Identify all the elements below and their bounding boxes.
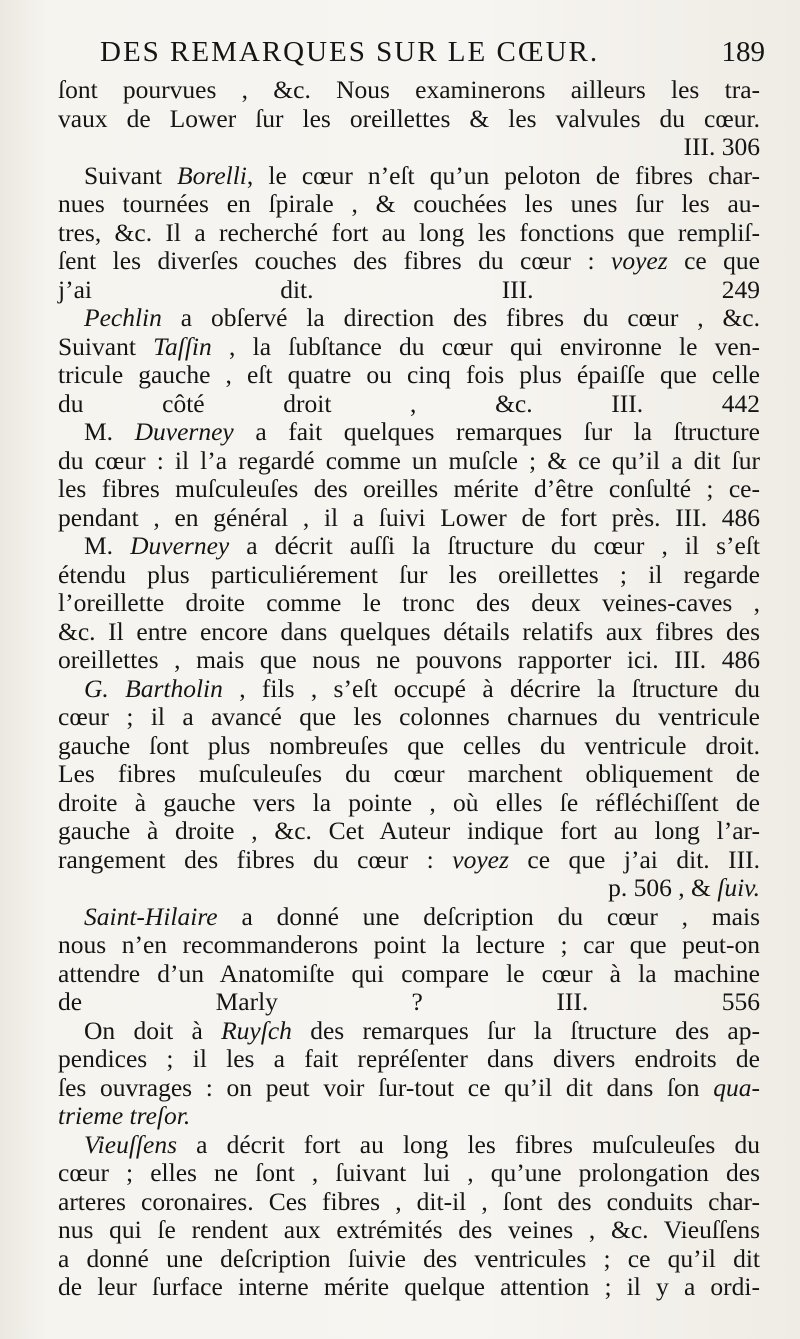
text-line: de leur ſurface interne mérite quelque attention ; il y a ordi- [58,1272,760,1301]
text-line: On doit à Ruyſch des remarques ſur la ſtructure des ap- [84,1015,760,1045]
text-line: &c. Il entre encore dans quelques détails relatifs aux fibres des [58,616,760,646]
text-line: rangement des fibres du cœur : voyez ce que j’ai dit. III. [58,844,761,874]
text-line: Pechlin a obſervé la direction des fibres du cœur , &c. [84,303,760,332]
text-line: Les fibres muſculeuſes du cœur marchent obliquement de [58,759,760,788]
text-line: ſent les diverſes couches des fibres du cœur : voyez ce que [58,246,760,275]
text-line: p. 506 , & ſuiv. [608,873,760,902]
text-line: les fibres muſculeuſes des oreilles mérite d’être conſulté ; ce- [58,474,760,503]
page-number: 189 [721,36,765,68]
text-line: tricule gauche , eſt quatre ou cinq fois plus épaiſſe que celle [58,360,760,389]
text-line: nous n’en recommanderons point la lecture ; car que peut-on [58,930,760,959]
text-line: pendices ; il les a fait repréſenter dans divers endroits de [58,1044,760,1073]
text-line: Suivant Taſſin , la ſubſtance du cœur qui environne le ven- [58,331,760,361]
text-line: du cœur : il l’a regardé comme un muſcle ; & ce qu’il a dit ſur [58,445,760,475]
text-line: pendant , en général , il a ſuivi Lower de fort près. III. 486 [58,502,760,532]
text-line: j’ai dit. III. 249 [58,274,760,304]
text-line: l’oreillette droite comme le tronc des deux veines-caves , [58,588,760,617]
text-line: gauche ſont plus nombreuſes que celles du ventricule droit. [58,730,760,760]
text-line: cœur ; elles ne ſont , ſuivant lui , qu’une prolongation des [58,1158,760,1187]
text-line: du côté droit , &c. III. 442 [58,388,760,418]
text-line: cœur ; il a avancé que les colonnes charnues du ventricule [58,702,760,731]
running-title: DES REMARQUES SUR LE CŒUR. [100,36,600,68]
text-line: arteres coronaires. Ces fibres , dit-il , ſont des conduits char- [58,1186,760,1216]
text-line: de Marly ? III. 556 [58,987,760,1016]
text-line: ſes ouvrages : on peut voir ſur-tout ce qu’il dit dans ſon qua- [58,1072,760,1102]
text-line: Saint-Hilaire a donné une deſcription du cœur , mais [84,901,760,931]
text-line: gauche à droite , &c. Cet Auteur indique fort au long l’ar- [58,816,760,845]
text-line: G. Bartholin , fils , s’eſt occupé à décrire la ſtructure du [84,673,761,703]
text-line: nus qui ſe rendent aux extrémités des veines , &c. Vieuſſens [58,1215,760,1244]
text-line: droite à gauche vers la pointe , où elles ſe réfléchiſſent de [58,787,760,817]
text-line: Vieuſſens a décrit fort au long les fibres muſculeuſes du [84,1129,760,1159]
running-header [100,36,765,76]
text-line: Suivant Borelli, le cœur n’eſt qu’un peloton de fibres char- [84,160,761,190]
text-line: a donné une deſcription ſuivie des ventricules ; ce qu’il dit [58,1243,760,1273]
text-line: attendre d’un Anatomiſte qui compare le cœur à la machine [58,958,760,988]
text-line: vaux de Lower ſur les oreillettes & les valvules du cœur. [58,103,760,133]
text-line: étendu plus particuliérement ſur les oreillettes ; il regarde [58,559,760,589]
text-line: tres, &c. Il a recherché fort au long les fonctions que rempliſ- [58,217,760,247]
text-line: III. 306 [683,132,760,161]
text-line: ſont pourvues , &c. Nous examinerons ailleurs les tra- [58,75,760,104]
text-line: M. Duverney a fait quelques remarques ſur la ſtructure [84,417,760,446]
text-line: nues tournées en ſpirale , & couchées les unes ſur les au- [58,189,760,218]
body-text [58,76,760,1302]
text-line: oreillettes , mais que nous ne pouvons rapporter ici. III. 486 [58,645,760,674]
text-line: trieme treſor. [58,1101,191,1130]
text-line: M. Duverney a décrit auſſi la ſtructure du cœur , il s’eſt [84,531,760,560]
